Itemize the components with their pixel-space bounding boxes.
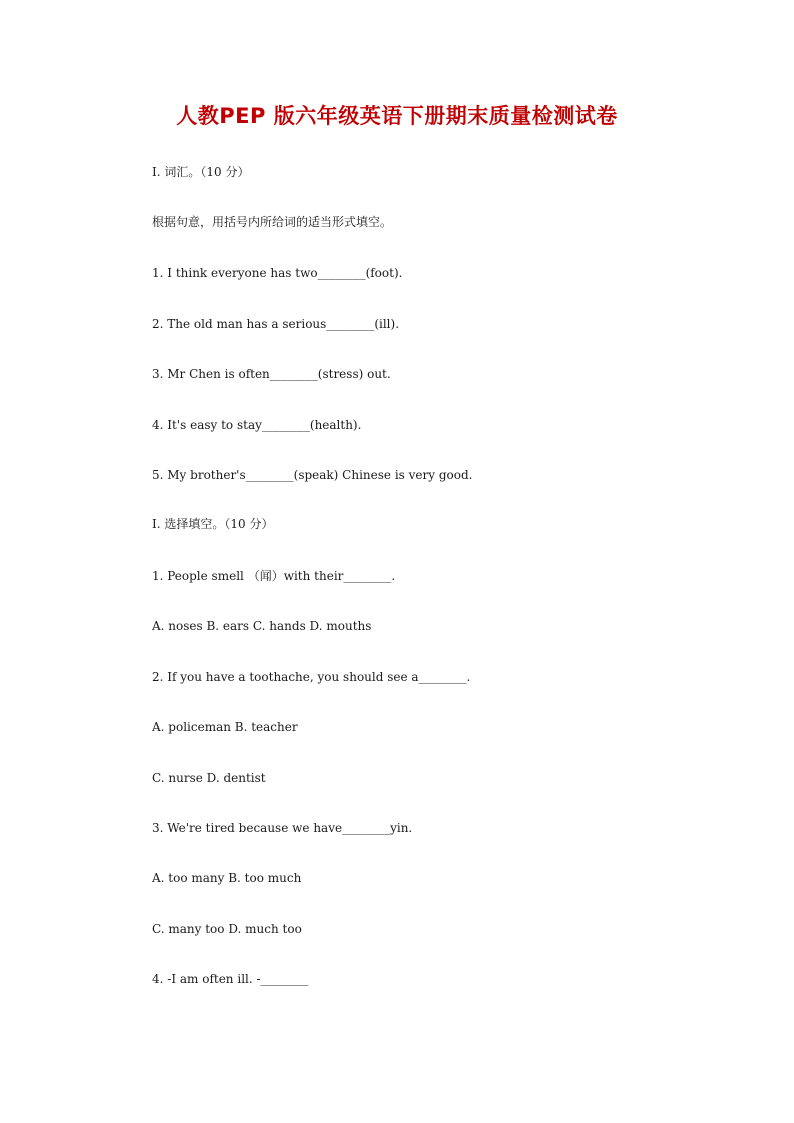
section1-heading: I. 词汇。（10 分）	[152, 165, 250, 179]
question-line: 3. We're tired because we have________yin.	[152, 821, 413, 835]
options-line: C. many too D. much too	[152, 922, 302, 936]
question-line: 3. Mr Chen is often________(stress) out.	[152, 367, 391, 381]
question-line: 2. If you have a toothache, you should see a________.	[152, 670, 471, 684]
question-line: 2. The old man has a serious________(ill).	[152, 317, 400, 331]
document-title: 人教PEP 版六年级英语下册期末质量检测试卷	[176, 104, 618, 128]
section1-instruction: 根据句意，用括号内所给词的适当形式填空。	[152, 215, 393, 229]
options-line: C. nurse D. dentist	[152, 771, 266, 785]
options-line: A. policeman B. teacher	[152, 720, 298, 734]
question-line: 1. I think everyone has two________(foot).	[152, 266, 403, 280]
question-line: 1. People smell （闻）with their________.	[152, 569, 396, 583]
question-line: 4. -I am often ill. -________	[152, 972, 309, 986]
question-line: 5. My brother's________(speak) Chinese is very good.	[152, 468, 473, 482]
options-line: A. too many B. too much	[152, 871, 302, 885]
question-line: 4. It's easy to stay________(health).	[152, 418, 362, 432]
section2-heading: I. 选择填空。（10 分）	[152, 517, 274, 531]
options-line: A. noses B. ears C. hands D. mouths	[152, 619, 372, 633]
